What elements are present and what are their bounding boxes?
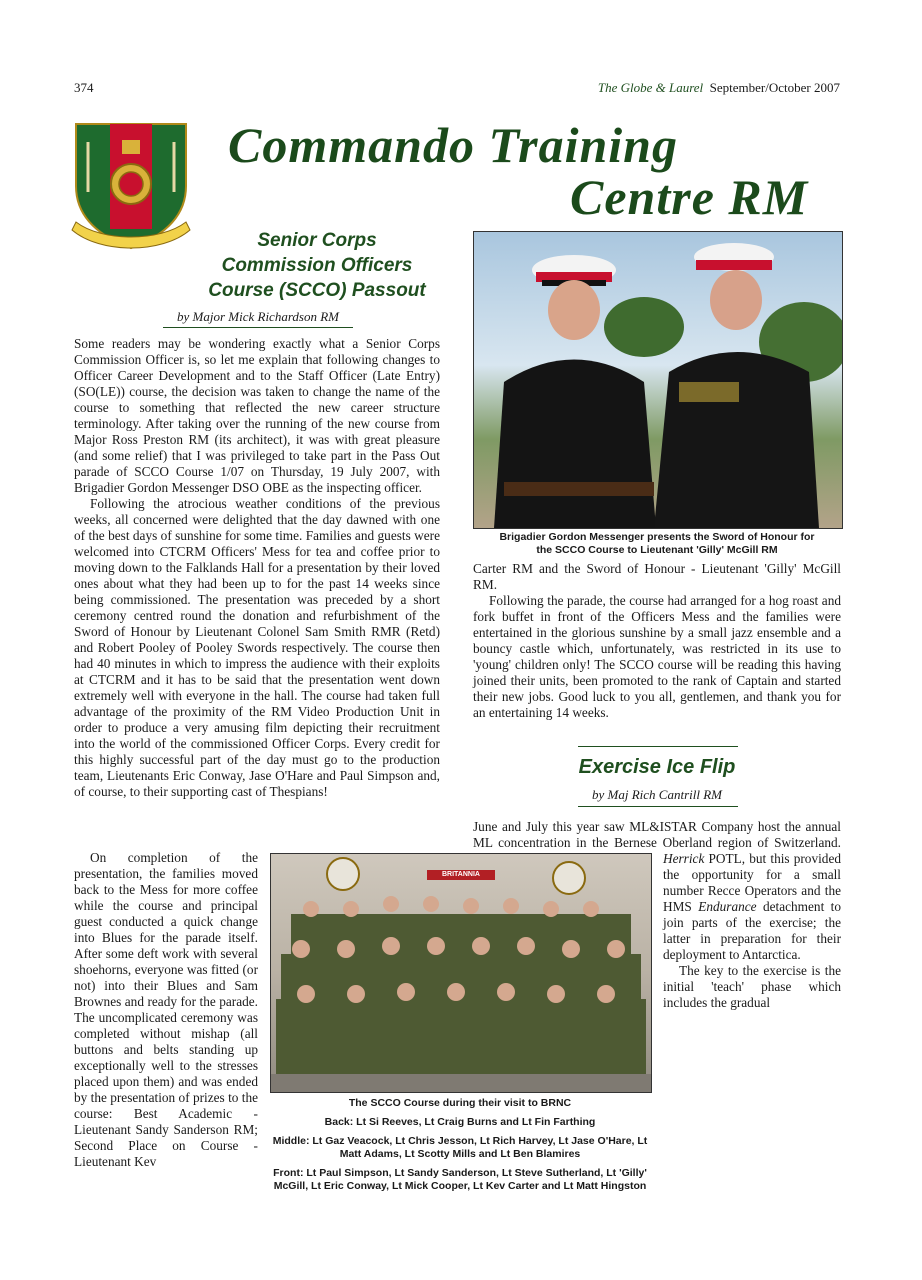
article1-column2 (473, 561, 841, 721)
paragraph: Some readers may be wondering exactly what a Senior Corps Commission Officer is, so let me explain that following changes to Officer Career Development and to the Staff Officer (Late Entry) (SO(LE)) course, the decision was taken to change the name of the course to something that reflected the new career structure terminology. After taking over the running of the new course from Major Ross Preston RM (its architect), it was with great pleasure (and some relief) that I was privileged to take part in the Pass Out parade of SCCO Course 1/07 on Thursday, 19 July 2007, with Brigadier Gordon Messenger DSO OBE as the inspecting officer. (74, 336, 440, 495)
page-title-line1: Commando Training (228, 117, 678, 173)
article1-byline: by Major Mick Richardson RM (177, 309, 339, 324)
article1-column1 (74, 336, 440, 800)
article2-column (663, 851, 841, 1011)
photo2-caption (270, 1097, 650, 1193)
running-header (598, 80, 840, 96)
paragraph: On completion of the presentation, the families moved back to the Mess for more coffee while the course and principal guest conducted a quick change into Blues for the parade itself. After some deft work with several shoehorns, everyone was fitted (or not) into their Blues and Sam Brownes and ready for the parade. The uncomplicated ceremony was completed without mishap (all buttons and belts standing up exceptionally well to the stresses placed upon them) and was ended by the presentation of prizes to the course: Best Academic - Lieutenant Sandy Sanderson RM; Second Place on Course - Lieutenant Kev (74, 850, 258, 1169)
photo-officers-icon (474, 232, 842, 528)
section-rule (578, 746, 738, 747)
paragraph-text: June and July this year saw ML&ISTAR Company host the annual ML concentration in the Bernese Oberland region of Switzerland. (473, 819, 841, 850)
paragraph-start (473, 819, 841, 851)
photo-group-icon (271, 854, 651, 1092)
heading-line: Course (SCCO) Passout (208, 280, 426, 301)
heading-line: Senior Corps (257, 230, 377, 251)
caption-middle-row: Middle: Lt Gaz Veacock, Lt Chris Jesson, Lt Rich Harvey, Lt Jase O'Hare, Lt Matt Adams, Lt Scotty Mills and Lt Ben Blamires (272, 1135, 648, 1160)
britannia-sign: BRITANNIA (442, 871, 480, 878)
italic-term: Herrick (663, 851, 705, 866)
sword-presentation-photo (473, 231, 843, 529)
caption-front-row: Front: Lt Paul Simpson, Lt Sandy Sanderson, Lt Steve Sutherland, Lt 'Gilly' McGill, Lt Eric Conway, Lt Mick Cooper, Lt Kev Carter and Lt Matt Hingston (273, 1167, 647, 1192)
article1-column1-lower (74, 850, 258, 1170)
article2-intro (473, 819, 841, 851)
paragraph: Following the parade, the course had arranged for a hog roast and fork buffet in front of the Officers Mess and the families were entertained in the glorious sunshine by a small jazz ensemble and a bouncy castle which, unfortunately, was restricted in its use to 'young' children only! The SCCO course will be reading this having joined their units, been promoted to the rank of Captain and started their new jobs. Good luck to you all, gentlemen, and thank you for an entertaining 14 weeks. (473, 593, 841, 720)
paragraph-text: POTL, but this provided the opportunity for a small number Recce Operators and the HMS (663, 851, 841, 914)
page-title-line2: Centre RM (570, 169, 809, 225)
journal-name: The Globe & Laurel (597, 80, 704, 95)
paragraph: Carter RM and the Sword of Honour - Lieutenant 'Gilly' McGill RM. (473, 561, 841, 592)
caption-title: The SCCO Course during their visit to BRNC (348, 1097, 572, 1109)
caption-line: Brigadier Gordon Messenger presents the Sword of Honour for (499, 531, 815, 543)
photo1-caption (473, 531, 841, 557)
heading-line: Commission Officers (221, 255, 413, 276)
article2-byline: by Maj Rich Cantrill RM (592, 787, 722, 802)
page-number: 374 (74, 80, 94, 95)
paragraph-continued (663, 851, 841, 963)
paragraph: Following the atrocious weather conditions of the previous weeks, all concerned were delighted that the day dawned with one of the best days of sunshine for some time. Families and guests were welcomed into CTCRM Officers' Mess for tea and coffee prior to moving down to the Falklands Hall for a presentation by their loved ones about what they had been up to for the past 14 weeks since being commissioned. The presentation was preceded by a short ceremony centred round the donation and refurbishment of the Sword of Honour by Lieutenant Colonel Sam Smith RMR (Retd) and Robert Pooley of Pooley Swords respectively. The course then had 40 minutes in which to impress the audience with their exploits at CTCRM and it has to be said that the presentation went down extremely well with everyone in the hall. The course had taken full advantage of the proximity of the RM Video Production Unit in order to produce a very amusing film depicting their recruitment into the world of the commissioned Officer Corps. Every credit for this highly successful part of the day must go to the production team, Lieutenants Eric Conway, Jase O'Hare and Paul Simpson and, of course, to their supporting cast of Thespians! (74, 496, 440, 799)
paragraph: The key to the exercise is the initial 'teach' phase which includes the gradual (663, 963, 841, 1010)
paragraph-text: detachment to join parts of the exercise; the latter in preparation for their deployment to Antarctica. (663, 899, 842, 962)
article2-heading: Exercise Ice Flip (578, 756, 736, 778)
issue-date: September/October 2007 (709, 80, 840, 95)
group-photo (270, 853, 652, 1093)
caption-back-row: Back: Lt Si Reeves, Lt Craig Burns and Lt Fin Farthing (324, 1116, 596, 1128)
byline-rule (578, 806, 738, 807)
italic-term: Endurance (698, 899, 757, 914)
caption-line: the SCCO Course to Lieutenant 'Gilly' McGill RM (536, 544, 778, 556)
byline-rule (163, 327, 353, 328)
article1-heading (160, 228, 474, 303)
